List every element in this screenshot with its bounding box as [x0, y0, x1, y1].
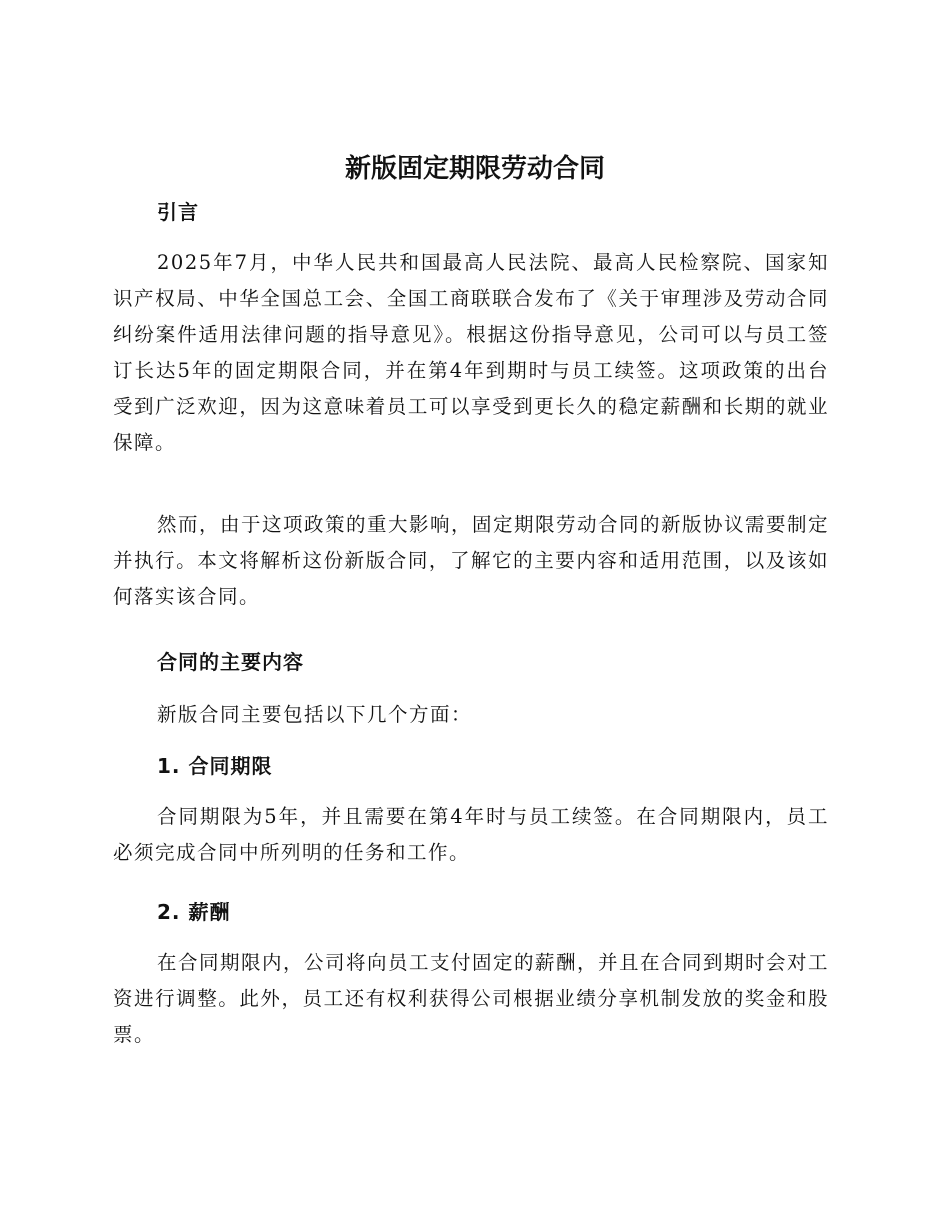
item-heading-salary: 2. 薪酬 — [157, 900, 231, 924]
intro-paragraph-2: 然而，由于这项政策的重大影响，固定期限劳动合同的新版协议需要制定并执行。本文将解析这份新版合同，了解它的主要内容和适用范围，以及该如何落实该合同。 — [113, 513, 830, 608]
item-text-contract-term: 合同期限为5年，并且需要在第4年时与员工续签。在合同期限内，员工必须完成合同中所列明的任务和工作。 — [113, 805, 829, 864]
intro-paragraph-1: 2025年7月，中华人民共和国最高人民法院、最高人民检察院、国家知识产权局、中华全国总工会、全国工商联联合发布了《关于审理涉及劳动合同纠纷案件适用法律问题的指导意见》。根据这份指导意见，公司可以与员工签订长达5年的固定期限合同，并在第4年到期时与员工续签。这项政策的出台受到广泛欢迎，因为这意味着员工可以享受到更长久的稳定薪酬和长期的就业保障。 — [113, 251, 829, 454]
item-text-salary: 在合同期限内，公司将向员工支付固定的薪酬，并且在合同到期时会对工资进行调整。此外，员工还有权利获得公司根据业绩分享机制发放的奖金和股票。 — [113, 951, 830, 1046]
main-content-lead: 新版合同主要包括以下几个方面： — [157, 703, 473, 726]
section-heading-intro: 引言 — [157, 200, 199, 224]
section-heading-main-content: 合同的主要内容 — [157, 650, 304, 674]
document-title: 新版固定期限劳动合同 — [344, 154, 605, 184]
item-heading-contract-term: 1. 合同期限 — [157, 754, 273, 778]
